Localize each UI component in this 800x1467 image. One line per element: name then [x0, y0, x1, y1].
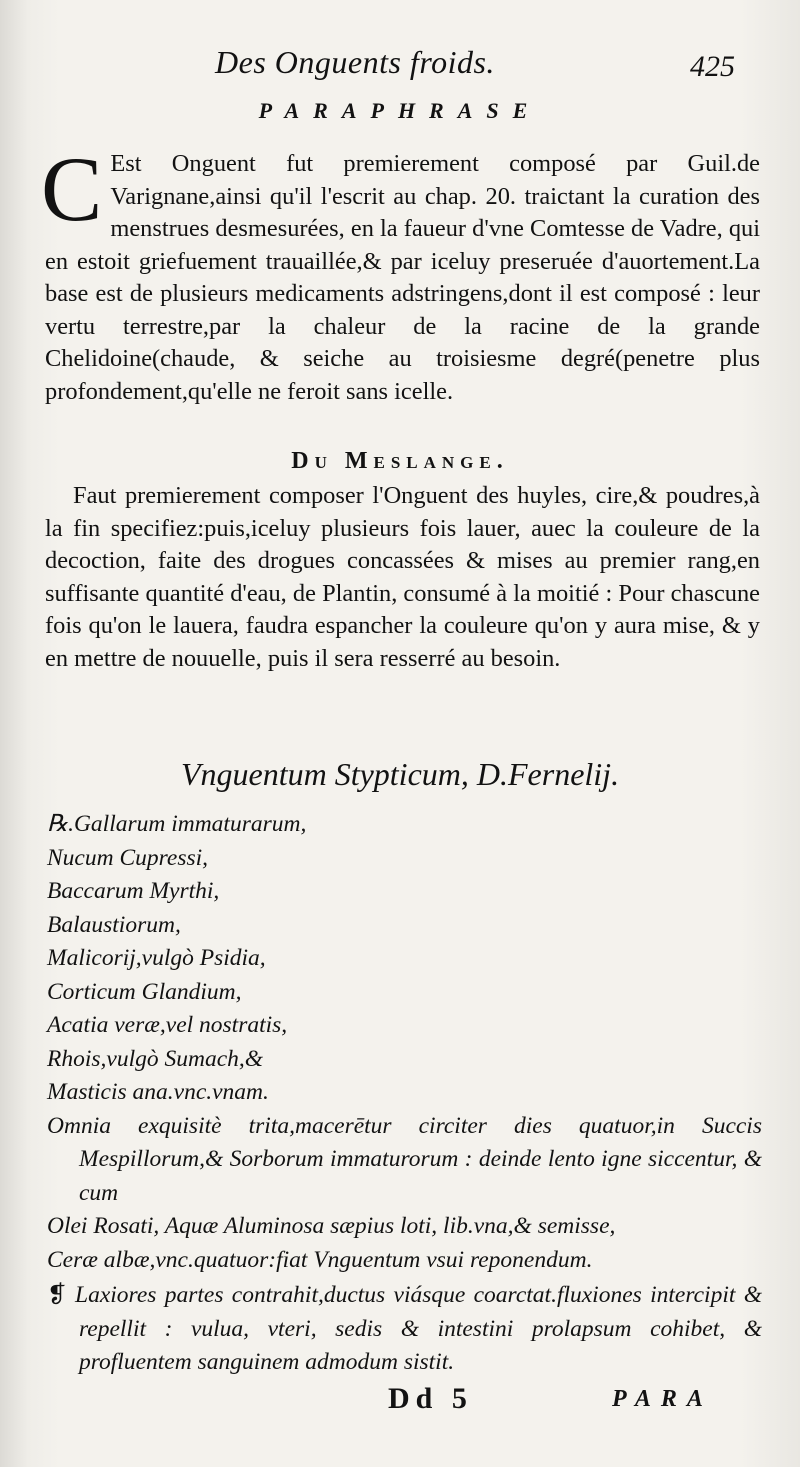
recipe-note-text: Laxiores partes contrahit,ductus viásque coarctat.fluxiones intercipit & repellit : vulua, vteri, sedis & intestini prolapsum cohibet, & profluentem sanguinem admodum sistit. [75, 1282, 762, 1375]
drop-cap: C [41, 138, 103, 240]
page-footer [0, 1382, 800, 1422]
running-title: Des Onguents froids. [215, 44, 495, 80]
ingredient-line: ℞.Gallarum immaturarum, [47, 811, 307, 837]
paraphrase-text: Est Onguent fut premierement composé par Guil.de Varignane,ainsi qu'il l'escrit au chap. 20. traictant la curation des menstrues desmesurées, en la faueur d'vne Comtesse de Vadre, qui en estoit griefuement trauaillée,& par iceluy preseruée d'auortement.La base est de plusieurs medicaments adstringens,dont il est composé : leur vertu terrestre,par la chaleur de la racine de la grande Chelidoine(chaude, & seiche au troisiesme degré(penetre plus profondement,qu'elle ne feroit sans icelle. [45, 150, 760, 405]
ingredient-line: Acatia veræ,vel nostratis, [47, 1012, 288, 1038]
recipe-block [47, 808, 762, 1380]
meslange-paragraph: Faut premierement composer l'Onguent des huyles, cire,& poudres,à la fin specifiez:puis,iceluy plusieurs fois lauer, auec la couleure de la decoction, faite des drogues concassées & mises au premier rang,en suffisante quantité d'eau, de Plantin, consumé à la moitié : Pour chascune fois qu'on le lauera, faudra espancher la couleure qu'on y aura mise, & y en mettre de nouuelle, puis il sera resserré au besoin. [45, 482, 760, 672]
paragraph-mark-icon: ❡ [47, 1282, 67, 1308]
catchword: PARA [612, 1386, 713, 1412]
ingredient-line: Masticis ana.vnc.vnam. [47, 1079, 269, 1105]
paraphrase-heading: PARAPHRASE [258, 98, 542, 123]
ingredient-line: Nucum Cupressi, [47, 844, 209, 871]
ingredient-line: Corticum Glandium, [47, 978, 242, 1005]
ingredient-line: Rhois,vulgò Sumach,& [47, 1045, 264, 1072]
signature-mark: Dd 5 [388, 1382, 473, 1415]
ingredient-line: Malicorij,vulgò Psidia, [47, 945, 266, 971]
ingredient-line: Balaustiorum, [47, 911, 181, 938]
paraphrase-paragraph [41, 138, 760, 408]
recipe-instruction: Omnia exquisitè trita,macerētur circiter dies quatuor,in Succis Mespillorum,& Sorborum immaturorum : deinde lento igne siccentur, & cum [47, 1112, 762, 1206]
page-number: 425 [690, 50, 735, 83]
recipe-instruction: Olei Rosati, Aquæ Aluminosa sæpius loti, lib.vna,& semisse, [47, 1213, 616, 1239]
recipe-note [47, 1279, 762, 1380]
recipe-instruction: Ceræ albæ,vnc.quatuor:fiat Vnguentum vsui reponendum. [47, 1246, 593, 1273]
meslange-heading: Du Meslange. [291, 448, 509, 474]
recipe-title: Vnguentum Stypticum, D.Fernelij. [180, 756, 620, 792]
ingredient-line: Baccarum Myrthi, [47, 878, 220, 904]
running-head [0, 40, 800, 90]
